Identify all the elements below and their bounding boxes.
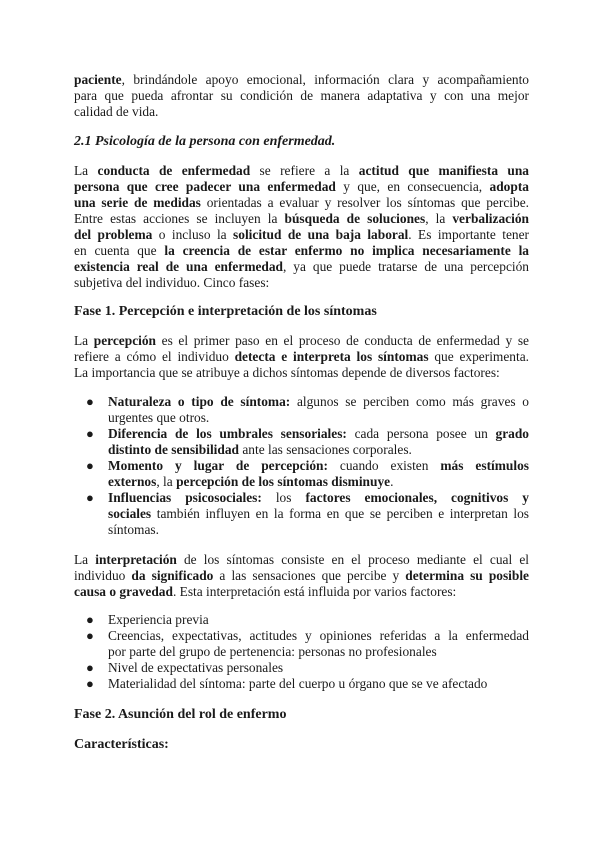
bold-run: persona que cree padecer una enfermedad bbox=[74, 179, 336, 194]
text-run: por parte del grupo de pertenencia: personas no profesionales bbox=[108, 644, 437, 659]
paragraph-line bbox=[74, 275, 529, 291]
text-run: refiere a cómo el individuo bbox=[74, 349, 235, 364]
bold-run: existencia real de una enfermedad bbox=[74, 259, 284, 274]
text-run: que experimenta. bbox=[428, 349, 529, 364]
text-run: . bbox=[390, 474, 394, 489]
list-item-line bbox=[108, 458, 529, 474]
bullet-icon: ● bbox=[86, 612, 94, 627]
bold-run: solicitud de una baja laboral bbox=[233, 227, 409, 242]
bold-run: da significado bbox=[131, 568, 214, 583]
section-title: 2.1 Psicología de la persona con enfermedad. bbox=[74, 134, 336, 149]
text-run: también influyen en la forma en que se perciben e interpretan los bbox=[151, 506, 529, 521]
paragraph-line bbox=[74, 179, 529, 195]
text-run: Creencias, expectativas, actitudes y opiniones referidas a la enfermedad bbox=[108, 628, 529, 643]
text-run: , brindándole apoyo emocional, información clara y acompañamiento bbox=[121, 72, 529, 87]
text-run: los bbox=[261, 490, 306, 505]
intro-line bbox=[74, 104, 529, 120]
text-run: para que pueda afrontar su condición de manera adaptativa y con una mejor bbox=[74, 88, 529, 103]
paragraph-line bbox=[74, 227, 529, 243]
paragraph-line bbox=[74, 349, 529, 365]
list-item-line bbox=[108, 660, 529, 676]
caracteristicas-heading: Características: bbox=[74, 737, 169, 752]
bold-run: más estímulos bbox=[440, 458, 529, 473]
bold-run: del problema bbox=[74, 227, 153, 242]
bold-run: externos bbox=[108, 474, 157, 489]
paragraph-line bbox=[74, 195, 529, 211]
bullet-icon: ● bbox=[86, 628, 94, 643]
text-run: Nivel de expectativas personales bbox=[108, 660, 284, 675]
text-run: y que, en consecuencia, bbox=[335, 179, 490, 194]
bullet-icon: ● bbox=[86, 458, 94, 473]
bold-run: conducta de enfermedad bbox=[97, 163, 251, 178]
bold-run: búsqueda de soluciones bbox=[284, 211, 426, 226]
text-run: orientadas a evaluar y resolver los síntomas que percibe. bbox=[200, 195, 529, 210]
text-run: ante las sensaciones corporales. bbox=[238, 442, 412, 457]
text-run: urgentes que otros. bbox=[108, 410, 210, 425]
bold-run: sociales bbox=[108, 506, 152, 521]
text-run: Materialidad del síntoma: parte del cuerpo u órgano que se ve afectado bbox=[108, 676, 488, 691]
bold-run: causa o gravedad bbox=[74, 584, 173, 599]
bold-run: actitud que manifiesta una bbox=[358, 163, 529, 178]
paragraph-line bbox=[74, 211, 529, 227]
list-item-line bbox=[108, 394, 529, 410]
bold-run: interpretación bbox=[95, 552, 177, 567]
paragraph-line bbox=[74, 365, 529, 381]
text-run: Entre estas acciones se incluyen la bbox=[74, 211, 285, 226]
bold-run: grado bbox=[495, 426, 529, 441]
text-run: La bbox=[74, 163, 98, 178]
list-item-line bbox=[108, 490, 529, 506]
text-run: cuando existen bbox=[327, 458, 441, 473]
text-run: se refiere a la bbox=[250, 163, 359, 178]
text-run: síntomas. bbox=[108, 522, 159, 537]
fase1-heading: Fase 1. Percepción e interpretación de los síntomas bbox=[74, 304, 377, 319]
bold-run: percepción de los síntomas disminuye bbox=[176, 474, 391, 489]
intro-line bbox=[74, 72, 529, 88]
text-run: calidad de vida. bbox=[74, 104, 159, 119]
text-run: La bbox=[74, 552, 96, 567]
text-run: individuo bbox=[74, 568, 132, 583]
text-run: . Es importante tener bbox=[408, 227, 530, 242]
bold-run: factores emocionales, cognitivos y bbox=[305, 490, 529, 505]
paragraph-line bbox=[74, 552, 529, 568]
bold-run: Naturaleza o tipo de síntoma: bbox=[108, 394, 291, 409]
text-run: es el primer paso en el proceso de conducta de enfermedad y se bbox=[156, 333, 529, 348]
list-item-line bbox=[108, 474, 529, 490]
text-run: La importancia que se atribuye a dichos síntomas depende de diversos factores: bbox=[74, 365, 500, 380]
list-item-line bbox=[108, 426, 529, 442]
list-item-line bbox=[108, 628, 529, 644]
text-run: , la bbox=[425, 211, 453, 226]
text-run: , la bbox=[156, 474, 177, 489]
bullet-icon: ● bbox=[86, 660, 94, 675]
bullet-icon: ● bbox=[86, 676, 94, 691]
fase2-heading: Fase 2. Asunción del rol de enfermo bbox=[74, 707, 287, 722]
paragraph-line bbox=[74, 584, 529, 600]
text-run: subjetiva del individuo. Cinco fases: bbox=[74, 275, 270, 290]
bold-run: Diferencia de los umbrales sensoriales: bbox=[108, 426, 347, 441]
list-item-line bbox=[108, 612, 529, 628]
bold-run: verbalización bbox=[452, 211, 529, 226]
list-item-line bbox=[108, 522, 529, 538]
bold-run: Influencias psicosociales: bbox=[108, 490, 262, 505]
text-run: o incluso la bbox=[152, 227, 234, 242]
text-run: , ya que puede tratarse de una percepción bbox=[283, 259, 529, 274]
bullet-icon: ● bbox=[86, 490, 94, 505]
paragraph-line bbox=[74, 163, 529, 179]
text-run: algunos se perciben como más graves o bbox=[290, 394, 529, 409]
text-run: Experiencia previa bbox=[108, 612, 209, 627]
text-run: . Esta interpretación está influida por varios factores: bbox=[172, 584, 457, 599]
list-item-line bbox=[108, 442, 529, 458]
bold-run: paciente bbox=[74, 72, 122, 87]
bold-run: Momento y lugar de percepción: bbox=[108, 458, 328, 473]
paragraph-line bbox=[74, 568, 529, 584]
text-run: en cuenta que bbox=[74, 243, 165, 258]
bold-run: adopta bbox=[489, 179, 529, 194]
bold-run: una serie de medidas bbox=[74, 195, 201, 210]
bold-run: determina su posible bbox=[405, 568, 530, 583]
bold-run: la creencia de estar enfermo no implica necesariamente la bbox=[164, 243, 529, 258]
text-run: a las sensaciones que percibe y bbox=[213, 568, 406, 583]
bullet-icon: ● bbox=[86, 394, 94, 409]
bold-run: percepción bbox=[93, 333, 156, 348]
paragraph-line bbox=[74, 243, 529, 259]
list-item-line bbox=[108, 410, 529, 426]
text-run: de los síntomas consiste en el proceso mediante el cual el bbox=[176, 552, 529, 567]
text-run: La bbox=[74, 333, 94, 348]
list-item-line bbox=[108, 644, 529, 660]
list-item-line bbox=[108, 676, 529, 692]
bold-run: detecta e interpreta los síntomas bbox=[234, 349, 429, 364]
list-item-line bbox=[108, 506, 529, 522]
bullet-icon: ● bbox=[86, 426, 94, 441]
paragraph-line bbox=[74, 333, 529, 349]
bold-run: distinto de sensibilidad bbox=[108, 442, 239, 457]
text-run: cada persona posee un bbox=[346, 426, 496, 441]
intro-line bbox=[74, 88, 529, 104]
paragraph-line bbox=[74, 259, 529, 275]
